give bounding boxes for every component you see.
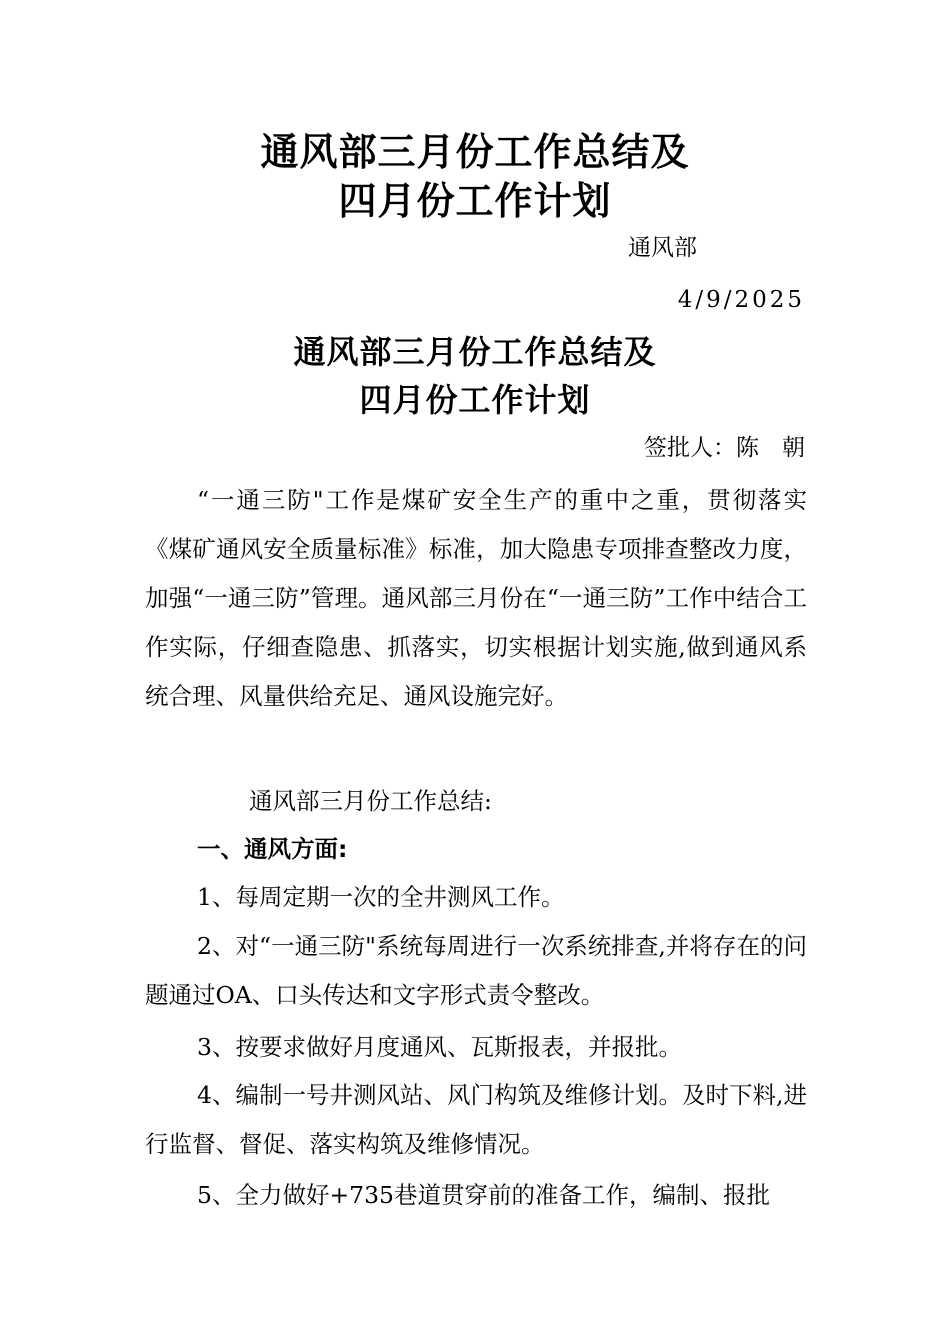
main-title-line1: 通风部三月份工作总结及 <box>293 333 657 371</box>
list-item: 5、全力做好+735巷道贯穿前的准备工作，编制、报批 <box>197 1181 770 1209</box>
list-item: 2、对“一通三防"系统每周进行一次系统排查,并将存在的问题通过OA、口头传达和文字形式责令整改。 <box>145 932 807 1009</box>
section1-heading: 一、通风方面: <box>197 835 348 863</box>
cover-department: 通风部 <box>628 235 697 261</box>
cover-title-line1: 通风部三月份工作总结及 <box>260 130 690 174</box>
summary-heading: 通风部三月份工作总结: <box>249 787 492 815</box>
list-item: 4、编制一号井测风站、风门构筑及维修计划。及时下料,进行监督、督促、落实构筑及维修情况。 <box>145 1081 807 1158</box>
main-title-line2: 四月份工作计划 <box>359 381 591 419</box>
list-item: 3、按要求做好月度通风、瓦斯报表，并报批。 <box>197 1033 682 1061</box>
signer: 签批人：陈 朝 <box>644 435 805 461</box>
cover-date: 4/9/2025 <box>677 287 805 313</box>
cover-title-line2: 四月份工作计划 <box>338 179 612 223</box>
intro-paragraph: “一通三防"工作是煤矿安全生产的重中之重，贯彻落实《煤矿通风安全质量标准》标准，加大隐患专项排查整改力度，加强“一通三防”管理。通风部三月份在“一通三防”工作中结合工作实际，仔细查隐患、抓落实，切实根据计划实施,做到通风系统合理、风量供给充足、通风设施完好。 <box>145 486 807 710</box>
list-item: 1、每周定期一次的全井测风工作。 <box>197 883 565 911</box>
